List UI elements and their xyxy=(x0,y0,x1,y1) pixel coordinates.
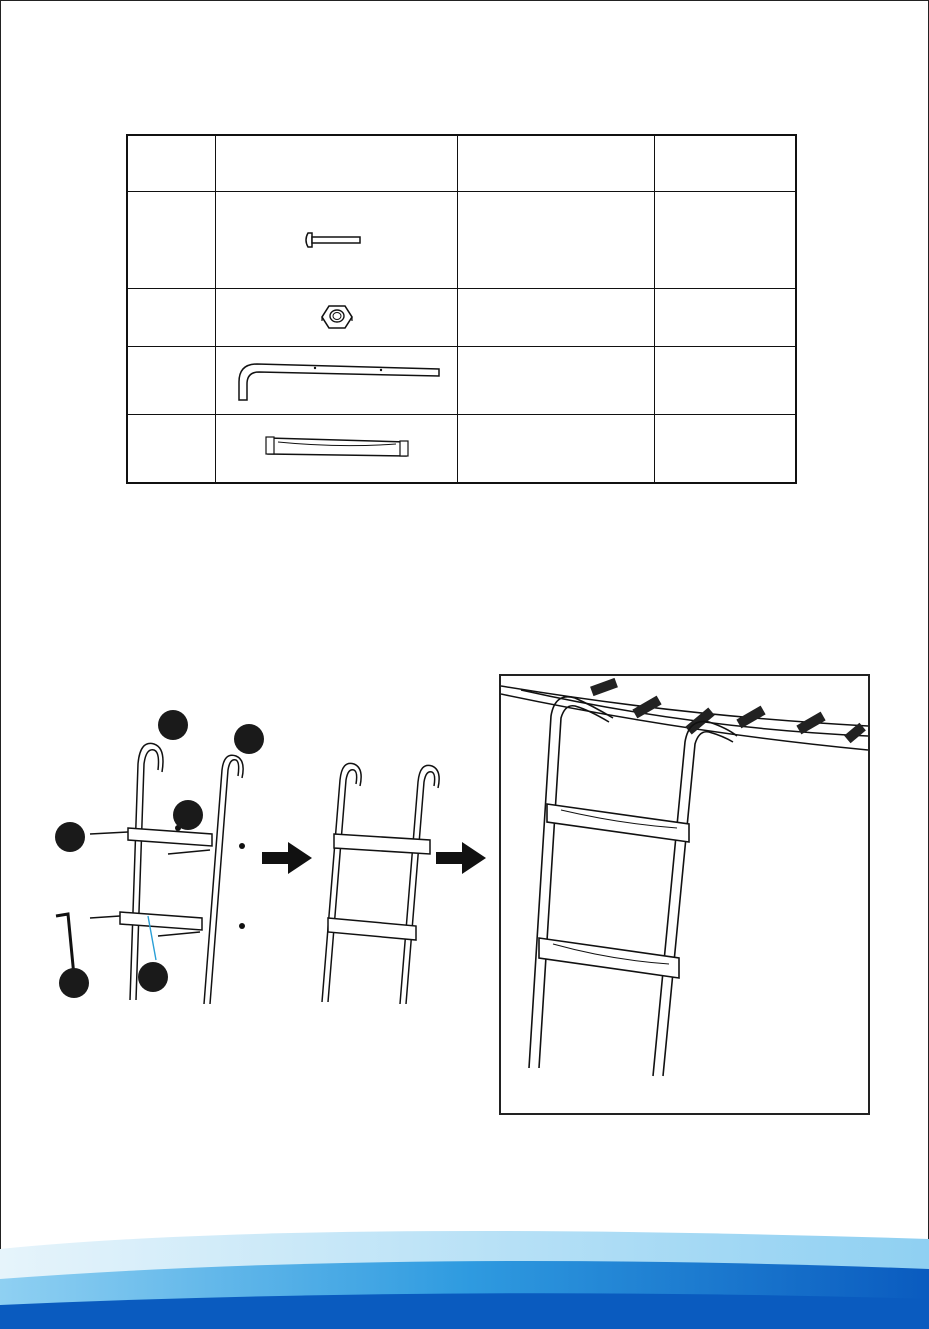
table-row xyxy=(127,346,796,414)
table-cell xyxy=(458,414,655,483)
trampoline-ladder-illustration xyxy=(501,676,868,1113)
table-cell xyxy=(216,414,458,483)
header-cell xyxy=(458,135,655,191)
table-cell xyxy=(216,288,458,346)
assembled-ladder xyxy=(322,763,439,1004)
installed-ladder-figure xyxy=(499,674,870,1115)
callout-marker xyxy=(158,710,188,740)
table-cell xyxy=(216,346,458,414)
table-cell xyxy=(216,191,458,288)
footer-wave-decoration xyxy=(0,1209,929,1329)
header-cell xyxy=(127,135,216,191)
header-cell xyxy=(654,135,796,191)
ladder-step-icon xyxy=(264,434,410,462)
ladder-leg-icon xyxy=(231,356,443,404)
callout-marker xyxy=(55,822,85,852)
table-row xyxy=(127,414,796,483)
table-cell xyxy=(458,288,655,346)
arrow-right-icon xyxy=(436,842,486,874)
table-cell xyxy=(127,346,216,414)
header-cell xyxy=(216,135,458,191)
table-cell xyxy=(127,191,216,288)
parts-table xyxy=(126,134,797,484)
nut-icon xyxy=(239,843,245,849)
callout-marker xyxy=(59,968,89,998)
nut-icon xyxy=(239,923,245,929)
table-cell xyxy=(654,414,796,483)
callout-marker xyxy=(138,962,168,992)
table-cell xyxy=(654,288,796,346)
table-cell xyxy=(458,346,655,414)
table-cell xyxy=(654,191,796,288)
callout-marker xyxy=(234,724,264,754)
table-row xyxy=(127,191,796,288)
bolt-icon xyxy=(302,230,372,250)
table-row xyxy=(127,288,796,346)
ladder-assembly-diagram xyxy=(50,700,490,1020)
table-cell xyxy=(458,191,655,288)
table-cell xyxy=(654,346,796,414)
table-cell xyxy=(127,288,216,346)
callout-marker xyxy=(173,800,203,830)
hex-nut-icon xyxy=(320,303,354,331)
table-cell xyxy=(127,414,216,483)
table-header-row xyxy=(127,135,796,191)
arrow-right-icon xyxy=(262,842,312,874)
